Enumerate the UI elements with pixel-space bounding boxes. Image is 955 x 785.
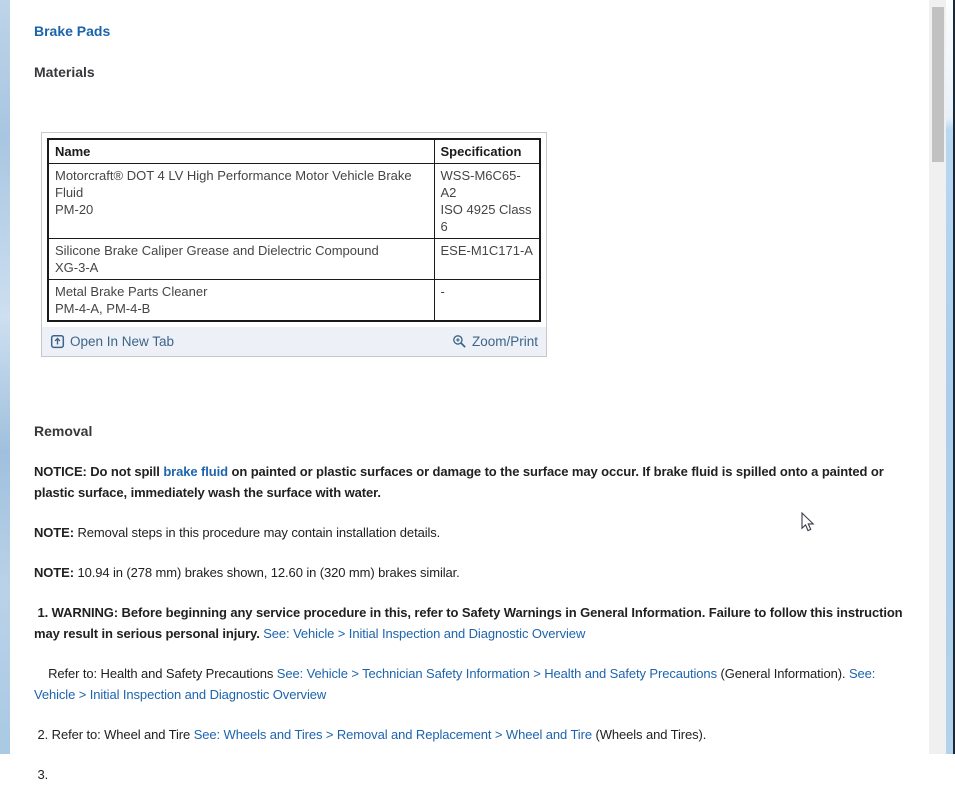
materials-table bbox=[47, 138, 541, 322]
table-header-row bbox=[48, 139, 540, 164]
text-segment: 2. Refer to: Wheel and Tire bbox=[34, 727, 194, 742]
brake-fluid-link[interactable]: brake fluid bbox=[163, 464, 228, 479]
open-in-new-tab-icon bbox=[50, 334, 65, 349]
background-right-strip bbox=[946, 0, 953, 754]
table-cell-name: Metal Brake Parts Cleaner PM-4-A, PM-4-B bbox=[48, 280, 434, 322]
zoom-magnifier-icon bbox=[452, 334, 467, 349]
text-segment: NOTE: bbox=[34, 565, 78, 580]
step-1-warning bbox=[34, 602, 905, 644]
vertical-scrollbar-thumb[interactable] bbox=[932, 7, 944, 162]
see-wheel-and-tire-link[interactable]: See: Wheels and Tires > Removal and Replacement > Wheel and Tire bbox=[193, 727, 592, 742]
page-title: Brake Pads bbox=[34, 23, 111, 39]
see-initial-inspection-link[interactable]: See: Vehicle > Initial Inspection and Diagnostic Overview bbox=[34, 666, 879, 702]
table-cell-spec: WSS-M6C65-A2 ISO 4925 Class 6 bbox=[434, 164, 540, 239]
step-2 bbox=[34, 724, 905, 745]
table-row bbox=[48, 280, 540, 322]
text-segment: 10.94 in (278 mm) brakes shown, 12.60 in (320 mm) brakes similar. bbox=[77, 565, 460, 580]
table-cell-spec: - bbox=[434, 280, 540, 322]
see-health-safety-link[interactable]: See: Vehicle > Technician Safety Information > Health and Safety Precautions bbox=[276, 666, 717, 681]
text-segment: on painted or plastic surfaces or damage to the surface may occur. If brake fluid is spilled onto a painted or plastic surface, immediately wash the surface with water. bbox=[34, 464, 888, 500]
note-paragraph-2 bbox=[34, 562, 905, 583]
column-header-name: Name bbox=[48, 139, 434, 164]
open-in-new-tab-link[interactable] bbox=[50, 334, 174, 349]
text-segment: (Wheels and Tires). bbox=[591, 727, 707, 742]
table-row bbox=[48, 239, 540, 280]
open-in-new-tab-label: Open In New Tab bbox=[70, 334, 175, 349]
table-cell-name: Motorcraft® DOT 4 LV High Performance Motor Vehicle Brake Fluid PM-20 bbox=[48, 164, 434, 239]
table-row bbox=[48, 164, 540, 239]
refer-health-safety-paragraph bbox=[34, 663, 905, 705]
zoom-print-link[interactable] bbox=[452, 334, 538, 349]
notice-paragraph bbox=[34, 461, 905, 503]
table-cell-spec: ESE-M1C171-A bbox=[434, 239, 540, 280]
text-segment: NOTE: bbox=[34, 525, 78, 540]
note-paragraph-1 bbox=[34, 522, 905, 543]
background-left-strip bbox=[0, 0, 10, 754]
materials-table-container bbox=[41, 132, 547, 357]
article-content bbox=[10, 0, 929, 782]
text-segment: (General Information). bbox=[716, 666, 849, 681]
materials-table-body bbox=[48, 164, 540, 322]
step-3 bbox=[34, 764, 905, 785]
column-header-specification: Specification bbox=[434, 139, 540, 164]
text-segment: NOTICE: Do not spill bbox=[34, 464, 164, 479]
table-cell-name: Silicone Brake Caliper Grease and Dielectric Compound XG-3-A bbox=[48, 239, 434, 280]
text-segment: 3. bbox=[34, 767, 49, 782]
see-initial-inspection-link[interactable]: See: Vehicle > Initial Inspection and Diagnostic Overview bbox=[263, 626, 586, 641]
text-segment: 1. WARNING: Before beginning any service procedure in this, refer to Safety Warnings in General Information. Failure to follow this instruction may result in serious personal injury. bbox=[34, 605, 907, 641]
table-footer-bar bbox=[42, 327, 546, 356]
text-segment: Refer to: Health and Safety Precautions bbox=[34, 666, 277, 681]
materials-heading: Materials bbox=[34, 64, 95, 80]
text-segment: Removal steps in this procedure may contain installation details. bbox=[77, 525, 441, 540]
zoom-print-label: Zoom/Print bbox=[471, 334, 538, 349]
removal-heading: Removal bbox=[34, 423, 93, 439]
